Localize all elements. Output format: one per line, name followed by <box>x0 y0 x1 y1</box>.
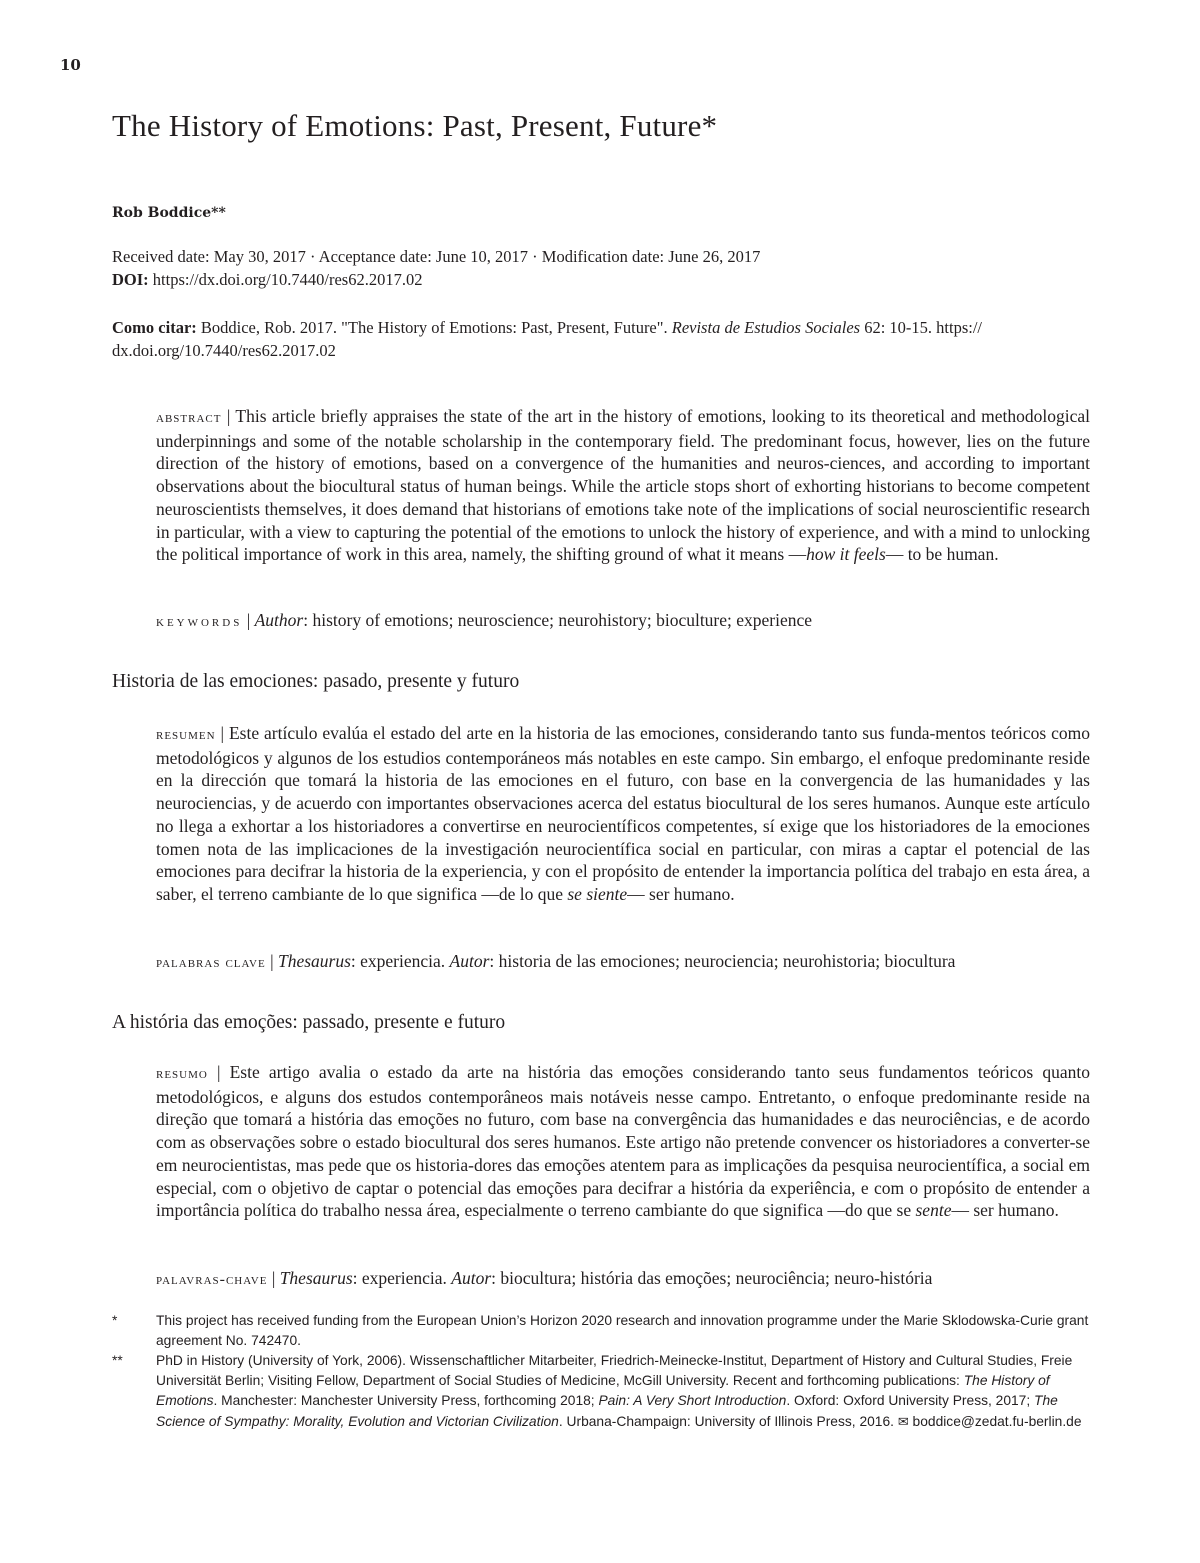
keywords-author-label: Author <box>254 610 304 630</box>
keywords-en <box>156 609 1096 633</box>
footnote-2-text1: PhD in History (University of York, 2006). Wissenschaftlicher Mitarbeiter, Friedrich-Meinecke-Institut, Department of History and Cultural Studies, Freie Universität Berlin; Visiting Fellow, Department of Social Studies of Medicine, McGill University. Recent and forthcoming publications: <box>156 1353 1073 1389</box>
footnote-1 <box>112 1311 1092 1351</box>
keywords-pt-text2: : biocultura; história das emoções; neurociência; neuro-história <box>491 1268 933 1288</box>
autor-label-es: Autor <box>449 951 490 971</box>
envelope-icon: ✉ <box>897 1414 909 1430</box>
keywords-separator: | <box>242 610 255 630</box>
article-dates: Received date: May 30, 2017 · Acceptance date: June 10, 2017 · Modification date: June 26, 2017 <box>112 247 761 266</box>
abstract-separator: | <box>221 406 236 426</box>
resumen-italic: se siente <box>567 883 628 904</box>
footnote-2-text2: . Manchester: Manchester University Press, forthcoming 2018; <box>213 1393 599 1409</box>
thesaurus-label-es: Thesaurus <box>277 951 351 971</box>
citation-text: Boddice, Rob. 2017. "The History of Emotions: Past, Present, Future". <box>196 318 672 337</box>
resumo-label: resumo <box>156 1065 208 1082</box>
resumo-text-end: — ser humano. <box>951 1200 1059 1221</box>
abstract-en <box>156 405 1090 566</box>
footnote-2-text3: . Oxford: Oxford University Press, 2017; <box>786 1393 1035 1409</box>
resumo-italic: sente <box>915 1200 952 1221</box>
section-title-pt: A história das emoções: passado, presente e futuro <box>112 1012 506 1033</box>
keywords-es <box>156 950 1096 974</box>
footnote-2-title1: The History of Emotions <box>156 1373 1050 1409</box>
footnote-2-body <box>156 1351 1092 1433</box>
citation-journal: Revista de Estudios Sociales <box>671 318 861 337</box>
doi-link[interactable]: https://dx.doi.org/10.7440/res62.2017.02 <box>148 270 423 289</box>
article-title: The History of Emotions: Past, Present, Future* <box>112 108 718 143</box>
citation-doi-link[interactable]: dx.doi.org/10.7440/res62.2017.02 <box>112 341 336 360</box>
resumen-text-end: — ser humano. <box>627 883 735 904</box>
abstract-es <box>156 722 1090 906</box>
abstract-text-end: — to be human. <box>885 544 999 565</box>
abstract-italic: how it feels <box>806 544 886 565</box>
abstract-text: This article briefly appraises the state of the art in the history of emotions, looking to its theoretical and methodological underpinnings and some of the notable scholarship in the contemporary field. The predominant focus, however, lies on the future direction of the history of emotions, based on a convergence of the humanities and neuros-ciences, and according to important observations about the biocultural status of human beings. While the article stops short of exhorting historians to become competent neuroscientists themselves, it does demand that historians of emotions take note of the implications of social neuroscientific research in particular, with a view to capturing the potential of the emotions to unlock the history of experience, and with a mind to unlocking the political importance of work in this area, namely, the shifting ground of what it means — <box>156 406 1091 565</box>
palabras-clave-label: palabras clave <box>156 954 266 971</box>
palavras-chave-label: palavras-chave <box>156 1271 268 1288</box>
abstract-label: abstract <box>156 409 222 426</box>
footnote-1-text: This project has received funding from the European Union’s Horizon 2020 research and innovation programme under the Marie Sklodowska-Curie grant agreement No. 742470. <box>156 1313 1089 1349</box>
footnote-2-title2: Pain: A Very Short Introduction <box>598 1393 787 1409</box>
citation-label: Como citar: <box>112 318 197 337</box>
keywords-pt <box>156 1267 1096 1291</box>
doi-label: DOI: <box>112 270 149 289</box>
resumo-text: Este artigo avalia o estado da arte na história das emoções considerando tanto seus fundamentos teóricos quanto metodológicos, e alguns dos estudos contemporâneos mais notáveis nesse campo. Entretanto, o enfoque predominante reside na direção que tomará a história das emoções no futuro, com base na convergência das humanidades e das neurociências, e de acordo com as observações sobre o estado biocultural dos seres humanos. Este artigo não pretende convencer os historiadores a converter-se em neurocientistas, mas pede que os historia-dores das emoções atentem para as implicações da pesquisa neurocientífica, a social em especial, com o objetivo de captar o potencial das emoções para decifrar a história da experiência, e com o propósito de entender a importância política do trabalho nessa área, especialmente o terreno cambiante do que significa —do que se <box>156 1062 1090 1221</box>
keywords-label: keywords <box>156 613 243 630</box>
keywords-text: : history of emotions; neuroscience; neurohistory; bioculture; experience <box>303 610 813 630</box>
thesaurus-label-pt: Thesaurus <box>279 1268 353 1288</box>
abstract-pt <box>156 1061 1090 1222</box>
keywords-es-text2: : historia de las emociones; neurociencia; neurohistoria; biocultura <box>489 951 956 971</box>
footnote-2-mark: ** <box>112 1353 123 1368</box>
footnote-1-mark: * <box>112 1313 118 1328</box>
footnote-2-title3: The Science of Sympathy: Morality, Evolution and Victorian Civilization <box>156 1393 1058 1429</box>
page-number: 10 <box>60 56 81 74</box>
resumen-text: Este artículo evalúa el estado del arte en la historia de las emociones, considerando tanto sus funda-mentos teóricos como metodológicos y algunos de los estudios contemporáneos más notables en este campo. Sin embargo, el enfoque predominante reside en la dirección que tomará la historia de las emociones en el futuro, con base en la convergencia de las humanidades y las neurociencias, y de acuerdo con importantes observaciones acerca del estatus biocultural de los seres humanos. Aunque este artículo no llega a exhortar a los historiadores a convertirse en neurocientíficos competentes, sí exige que los historiadores de la emociones tomen nota de las implicaciones de la investigación neurocientífica social en particular, con miras a captar el potencial de las emociones para decifrar la historia de la experiencia, y con el propósito de entender la importancia política del trabajo en esta área, a saber, el terreno cambiante de lo que significa —de lo que <box>156 723 1090 904</box>
citation-text-after: 62: 10-15. https:// <box>860 318 983 337</box>
autor-label-pt: Autor <box>451 1268 492 1288</box>
author-name: Rob Boddice** <box>112 205 226 221</box>
palabras-clave-separator: | <box>265 951 278 971</box>
footnote-2 <box>112 1351 1092 1433</box>
resumen-separator: | <box>215 723 229 743</box>
doi-line <box>112 269 1092 291</box>
citation <box>112 316 1092 362</box>
palavras-chave-separator: | <box>267 1268 280 1288</box>
section-title-es: Historia de las emociones: pasado, presente y futuro <box>112 671 520 692</box>
footnote-2-text4: . Urbana-Champaign: University of Illinois Press, 2016. <box>558 1413 898 1429</box>
keywords-pt-text1: : experiencia. <box>352 1268 452 1288</box>
keywords-es-text1: : experiencia. <box>350 951 450 971</box>
resumo-separator: | <box>207 1062 230 1082</box>
resumen-label: resumen <box>156 726 216 743</box>
author-email[interactable]: boddice@zedat.fu-berlin.de <box>908 1413 1082 1429</box>
